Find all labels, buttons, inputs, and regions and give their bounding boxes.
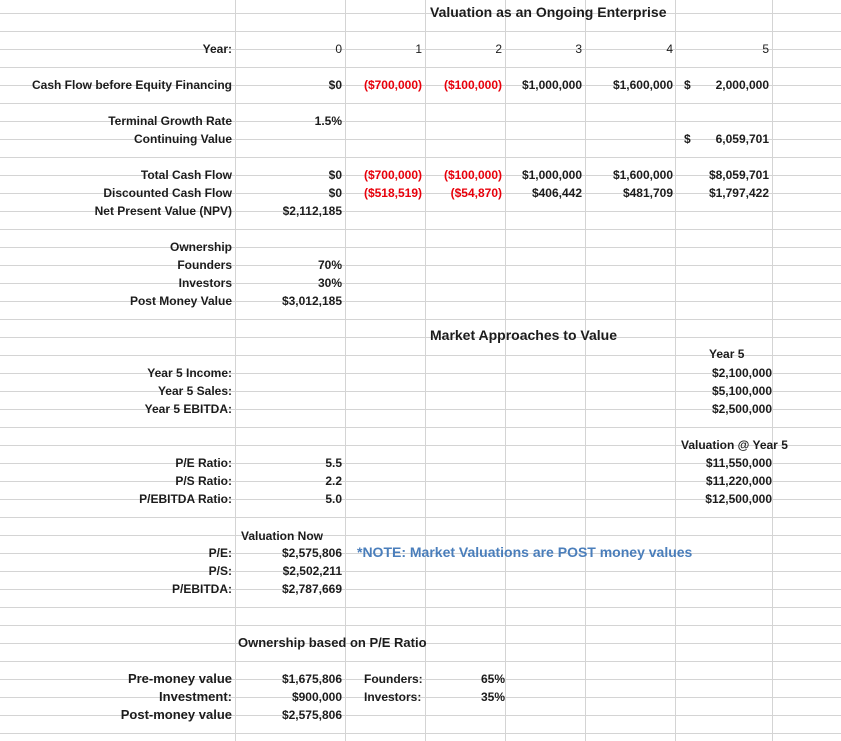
valuation-now-ps-value: $2,502,211	[282, 564, 342, 578]
dcf-year-4: $481,709	[622, 186, 673, 200]
year-5: 5	[762, 42, 769, 56]
cfbe-year-5: 2,000,000	[715, 78, 769, 92]
year-label: Year:	[202, 42, 232, 56]
dcf-year-2: ($54,870)	[450, 186, 502, 200]
tcf-year-3: $1,000,000	[521, 168, 582, 182]
dcf-year-0: $0	[328, 186, 342, 200]
discounted-cash-flow-label: Discounted Cash Flow	[103, 186, 232, 200]
cash-flow-before-equity-label: Cash Flow before Equity Financing	[31, 78, 232, 92]
ps-ratio-value: 2.2	[325, 474, 342, 488]
ownership-investors-label: Investors	[178, 276, 232, 290]
valuation-now-ps-label: P/S:	[208, 564, 232, 578]
ps-valuation-year5: $11,220,000	[705, 474, 772, 488]
valuation-now-pe-label: P/E:	[208, 546, 232, 560]
year5-income-value: $2,100,000	[711, 366, 772, 380]
tcf-year-4: $1,600,000	[612, 168, 673, 182]
post-money-value: $3,012,185	[281, 294, 342, 308]
year5-sales-label: Year 5 Sales:	[157, 384, 232, 398]
pe-valuation-year5: $11,550,000	[705, 456, 772, 470]
cfbe-year-4: $1,600,000	[612, 78, 673, 92]
cfbe-year-1: ($700,000)	[363, 78, 422, 92]
year5-header: Year 5	[709, 347, 745, 361]
dcf-year-5: $1,797,422	[708, 186, 769, 200]
valuation-now-pebitda-label: P/EBITDA:	[172, 582, 232, 596]
post-money-value-pe: $2,575,806	[281, 708, 342, 722]
pe-ratio-label: P/E Ratio:	[175, 456, 232, 470]
pe-founders-label: Founders:	[364, 672, 423, 686]
year-2: 2	[495, 42, 502, 56]
tcf-year-2: ($100,000)	[443, 168, 502, 182]
pe-investors-value: 35%	[480, 690, 505, 704]
continuing-value-currency: $	[684, 132, 691, 146]
pebitda-valuation-year5: $12,500,000	[705, 492, 772, 506]
continuing-value-label: Continuing Value	[134, 132, 232, 146]
investment-value: $900,000	[291, 690, 342, 704]
npv-value: $2,112,185	[282, 204, 342, 218]
ps-ratio-label: P/S Ratio:	[175, 474, 232, 488]
terminal-growth-value: 1.5%	[314, 114, 342, 128]
investment-label: Investment:	[159, 689, 232, 704]
tcf-year-5: $8,059,701	[708, 168, 769, 182]
year-3: 3	[575, 42, 582, 56]
tcf-year-1: ($700,000)	[363, 168, 422, 182]
npv-label: Net Present Value (NPV)	[94, 204, 232, 218]
ownership-investors-value: 30%	[317, 276, 342, 290]
market-valuation-note: *NOTE: Market Valuations are POST money values	[357, 544, 693, 560]
valuation-now-header: Valuation Now	[241, 529, 324, 543]
valuation-now-pebitda-value: $2,787,669	[281, 582, 342, 596]
tcf-year-0: $0	[328, 168, 342, 182]
valuation-now-pe-value: $2,575,806	[281, 546, 342, 560]
year-4: 4	[666, 42, 673, 56]
year5-sales-value: $5,100,000	[711, 384, 772, 398]
continuing-value: 6,059,701	[715, 132, 769, 146]
terminal-growth-label: Terminal Growth Rate	[108, 114, 232, 128]
pe-founders-value: 65%	[480, 672, 505, 686]
cfbe-year-3: $1,000,000	[521, 78, 582, 92]
year5-ebitda-label: Year 5 EBITDA:	[144, 402, 232, 416]
pe-ratio-value: 5.5	[325, 456, 342, 470]
year-1: 1	[415, 42, 422, 56]
year-0: 0	[335, 42, 342, 56]
post-money-value-label: Post Money Value	[129, 294, 232, 308]
ownership-founders-label: Founders	[177, 258, 232, 272]
cfbe-year-0: $0	[328, 78, 342, 92]
year5-income-label: Year 5 Income:	[147, 366, 232, 380]
pre-money-label: Pre-money value	[127, 671, 232, 686]
total-cash-flow-label: Total Cash Flow	[140, 168, 232, 182]
pre-money-value: $1,675,806	[281, 672, 342, 686]
dcf-year-1: ($518,519)	[363, 186, 422, 200]
heading-ownership-pe: Ownership based on P/E Ratio	[238, 635, 427, 650]
cfbe-year-5-currency: $	[684, 78, 691, 92]
heading-ongoing-enterprise: Valuation as an Ongoing Enterprise	[430, 4, 667, 20]
post-money-label: Post-money value	[120, 707, 232, 722]
ownership-label: Ownership	[169, 240, 232, 254]
pe-investors-label: Investors:	[364, 690, 422, 704]
year5-ebitda-value: $2,500,000	[711, 402, 772, 416]
dcf-year-3: $406,442	[531, 186, 582, 200]
pebitda-ratio-value: 5.0	[325, 492, 342, 506]
heading-market-approaches: Market Approaches to Value	[430, 327, 617, 343]
cfbe-year-2: ($100,000)	[443, 78, 502, 92]
valuation-year5-header: Valuation @ Year 5	[681, 438, 788, 452]
pebitda-ratio-label: P/EBITDA Ratio:	[139, 492, 232, 506]
ownership-founders-value: 70%	[317, 258, 342, 272]
